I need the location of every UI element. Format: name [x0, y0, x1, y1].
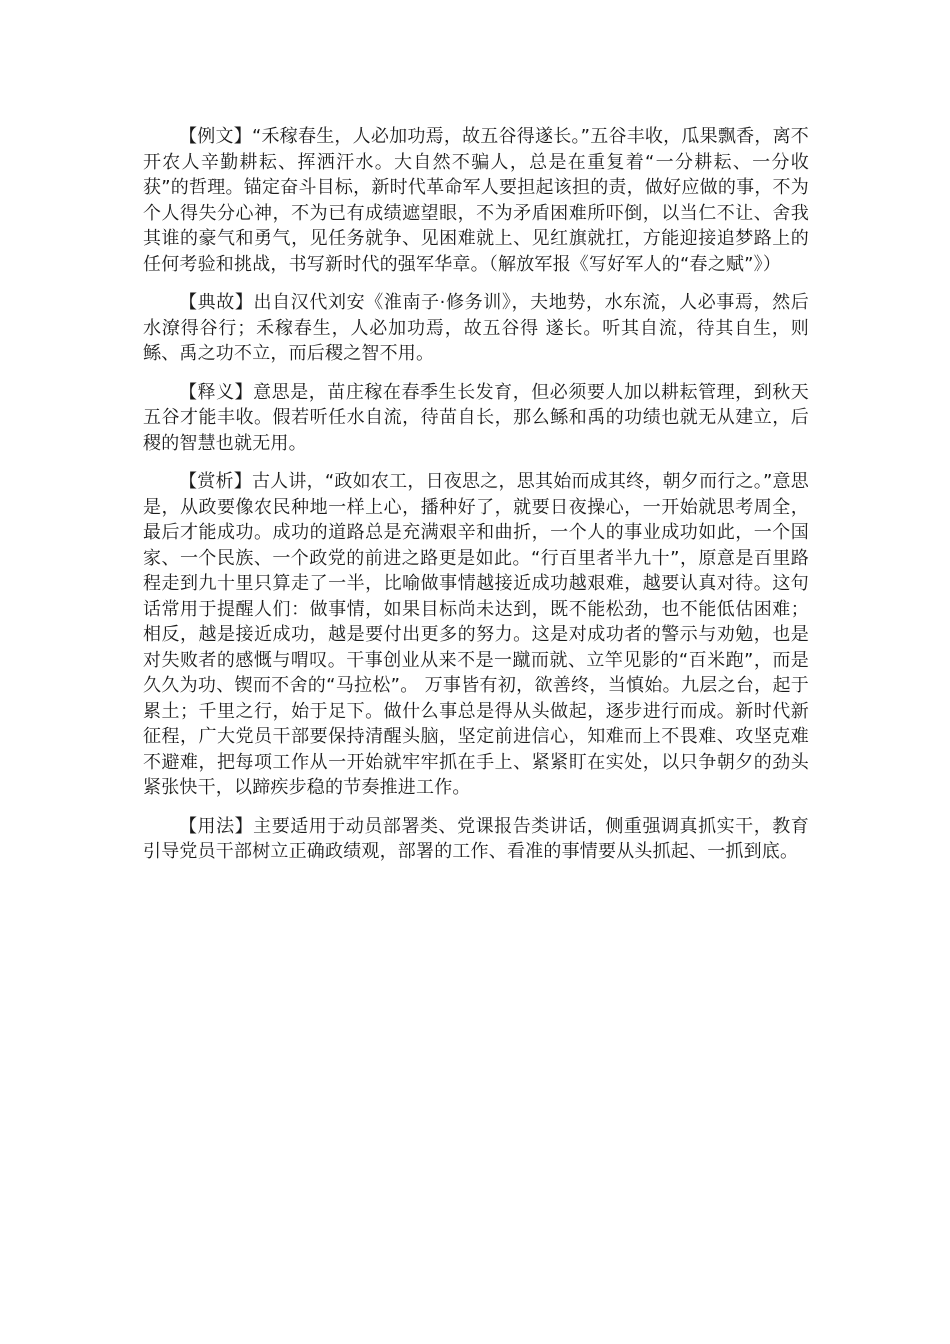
document-body	[143, 124, 809, 878]
usage-tag: 【用法】	[179, 815, 254, 837]
meaning-paragraph	[143, 380, 809, 457]
example-paragraph	[143, 124, 809, 277]
allusion-tag: 【典故】	[179, 292, 254, 313]
meaning-tag: 【释义】	[179, 381, 254, 403]
example-text: “禾稼春生，人必加功焉，故五谷得遂长。”五谷丰收，瓜果飘香，离不开农人辛勤耕耘、挥洒汗水。大自然不骗人，总是在重复着“一分耕耘、一分收获”的哲理。锚定奋斗目标，新时代革命军人要担起该担的责，做好应做的事，不为个人得失分心神，不为已有成绩遮望眼，不为矛盾困难所吓倒，以当仁不让、舍我其谁的豪气和勇气，见任务就争、见困难就上、见红旗就扛，方能迎接追梦路上的任何考验和挑战，书写新时代的强军华章。（解放军报《写好军人的“春之赋”》）	[143, 126, 809, 275]
appreciation-text: 古人讲，“政如农工，日夜思之，思其始而成其终，朝夕而行之。”意思是，从政要像农民种地一样上心，播种好了，就要日夜操心，一开始就思考周全，最后才能成功。成功的道路总是充满艰辛和曲折，一个人的事业成功如此，一个国家、一个民族、一个政党的前进之路更是如此。“行百里者半九十”，原意是百里路程走到九十里只算走了一半，比喻做事情越接近成功越艰难，越要认真对待。这句话常用于提醒人们：做事情，如果目标尚未达到，既不能松劲，也不能低估困难；相反，越是接近成功，越是要付出更多的努力。这是对成功者的警示与劝勉，也是对失败者的感慨与喟叹。干事创业从来不是一蹴而就、立竿见影的“百米跑”，而是久久为功、锲而不舍的“马拉松”。 万事皆有初，欲善终，当慎始。九层之台，起于累土；千里之行，始于足下。做什么事总是得从头做起，逐步进行而成。新时代新征程，广大党员干部要保持清醒头脑，坚定前进信心，知难而上不畏难、攻坚克难不避难，把每项工作从一开始就牢牢抓在手上、紧紧盯在实处，以只争朝夕的劲头紧张快干，以蹄疾步稳的节奏推进工作。	[143, 471, 809, 798]
example-tag: 【例文】	[179, 126, 252, 147]
usage-text: 主要适用于动员部署类、党课报告类讲话，侧重强调真抓实干，教育引导党员干部树立正确政绩观，部署的工作、看准的事情要从头抓起、一抓到底。	[143, 815, 809, 862]
appreciation-paragraph	[143, 469, 809, 801]
appreciation-tag: 【赏析】	[179, 471, 252, 492]
allusion-text: 出自汉代刘安《淮南子·修务训》，夫地势，水东流，人必事焉，然后水潦得谷行；禾稼春生，人必加功焉，故五谷得 遂长。听其自流，待其自生，则鲧、禹之功不立，而后稷之智不用。	[143, 292, 809, 364]
allusion-paragraph	[143, 290, 809, 367]
usage-paragraph	[143, 814, 809, 865]
meaning-text: 意思是，苗庄稼在春季生长发育，但必须要人加以耕耘管理，到秋天五谷才能丰收。假若听任水自流，待苗自长，那么鲧和禹的功绩也就无从建立，后稷的智慧也就无用。	[143, 381, 809, 454]
